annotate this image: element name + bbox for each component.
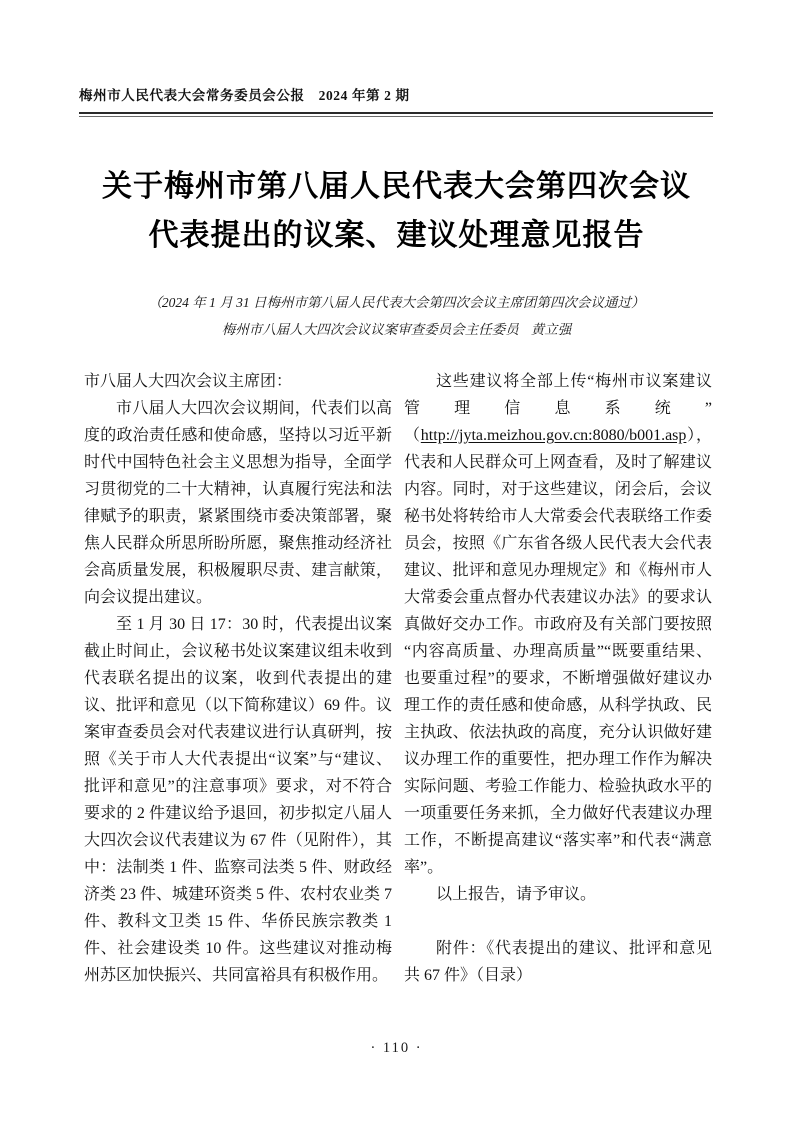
author-name: 黄立强 (530, 322, 572, 337)
paragraph (404, 368, 712, 881)
masthead-text (79, 84, 713, 104)
right-column (404, 368, 712, 989)
paragraph: 市八届人大四次会议期间，代表们以高度的政治责任感和使命感，坚持以习近平新时代中国特色社会主义思想为指导，全面学习贯彻党的二十大精神，认真履行宪法和法律赋予的职责，紧紧围绕市委决策部署，聚焦人民群众所思所盼所愿，聚焦推动经济社会高质量发展，积极履职尽责、建言献策，向会议提出建议。 (84, 400, 392, 606)
author-line (0, 316, 793, 343)
subtitle-block (0, 289, 793, 343)
header-rule (79, 112, 713, 117)
document-title-line-1: 关于梅州市第八届人民代表大会第四次会议 (102, 170, 691, 203)
body-text (84, 368, 712, 989)
journal-title: 梅州市人民代表大会常务委员会公报 (79, 88, 305, 103)
document-title-line-2: 代表提出的议案、建议处理意见报告 (148, 219, 645, 252)
paragraph-text-before-url: 这些建议将全部上传“梅州市议案建议管理信息系统”（ (404, 373, 712, 444)
system-url-link[interactable]: http://jyta.meizhou.gov.cn:8080/b001.asp (420, 427, 687, 444)
left-column (84, 368, 392, 989)
page-number: · 110 · (370, 1040, 423, 1056)
closing-line: 以上报告，请予审议。 (436, 886, 597, 903)
approval-note: （2024 年 1 月 31 日梅州市第八届人民代表大会第四次会议主席团第四次会议通过） (148, 295, 645, 310)
paragraph-text-after-url: ），代表和人民群众可上网查看，及时了解建议内容。同时，对于这些建议，闭会后，会议秘书处将转给市人大常委会代表联络工作委员会，按照《广东省各级人民代表大会代表建议、批评和意见办理规定》和《梅州市人大常委会重点督办代表建议办法》的要求认真做好交办工作。市政府及有关部门要按照“内容高质量、办理高质量”“既要重结果、也要重过程”的要求，不断增强做好建议办理工作的责任感和使命感，从科学执政、民主执政、依法执政的高度，充分认识做好建议办理工作的重要性，把办理工作作为解决实际问题、考验工作能力、检验执政水平的一项重要任务来抓，全力做好代表建议办理工作，不断提高建议“落实率”和代表“满意率”。 (404, 427, 712, 876)
salutation: 市八届人大四次会议主席团： (84, 373, 293, 390)
issue-label: 2024 年第 2 期 (318, 88, 410, 103)
document-title (0, 162, 793, 260)
attachment-note: 附件：《代表提出的建议、批评和意见共 67 件》（目录） (404, 940, 712, 984)
masthead (79, 84, 713, 117)
author-position: 梅州市八届人大四次会议议案审查委员会主任委员 (221, 322, 519, 337)
paragraph: 至 1 月 30 日 17：30 时，代表提出议案截止时间止，会议秘书处议案建议组未收到代表联名提出的议案，收到代表提出的建议、批评和意见（以下简称建议）69 件。议案审查委员会对代表建议进行认真研判，按照《关于市人大代表提出“议案”与“建议、批评和意见”的注意事项》要求，对不符合要求的 2 件建议给予退回，初步拟定八届人大四次会议代表建议为 67 件（见附件），其中：法制类 1 件、监察司法类 5 件、财政经济类 23 件、城建环资类 5 件、农村农业类 7 件、教科文卫类 15 件、华侨民族宗教类 1 件、社会建设类 10 件。这些建议对推动梅州苏区加快振兴、共同富裕具有积极作用。 (84, 616, 393, 984)
